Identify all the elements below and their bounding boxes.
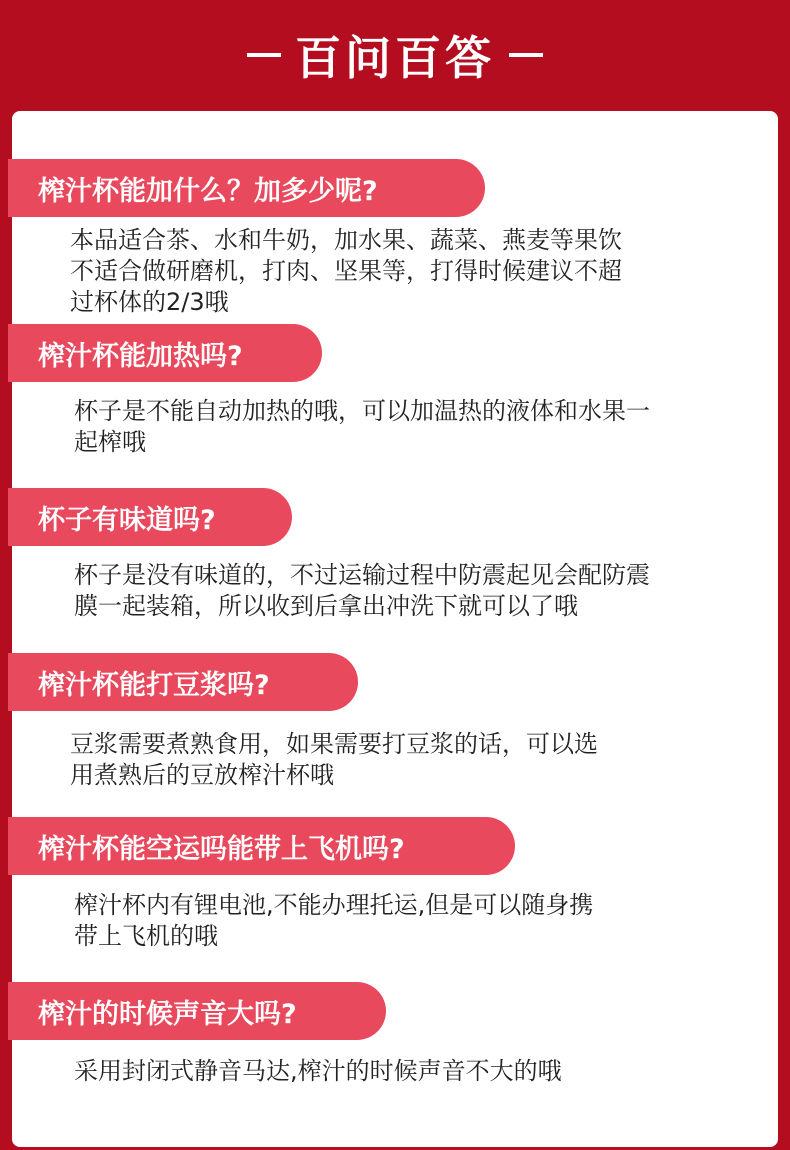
faq-question: 榨汁杯能加什么？加多少呢? [38, 175, 378, 207]
faq-question: 榨汁杯能加热吗? [38, 340, 243, 372]
faq-question-pill [8, 488, 292, 546]
faq-question-pill [8, 159, 485, 217]
faq-answer: 本品适合茶、水和牛奶，加水果、蔬菜、燕麦等果饮 不适合做研磨机，打肉、坚果等，打得时候建议不超 过杯体的2/3哦 [70, 226, 622, 316]
faq-answer: 采用封闭式静音马达,榨汁的时候声音不大的哦 [74, 1057, 562, 1085]
faq-question: 榨汁杯能打豆浆吗? [38, 669, 270, 701]
faq-question: 杯子有味道吗? [38, 504, 216, 536]
header-dash-left [247, 53, 281, 57]
header-dash-right [509, 53, 543, 57]
faq-question: 榨汁杯能空运吗能带上飞机吗? [38, 833, 405, 865]
faq-question-pill [8, 324, 322, 382]
faq-question-pill [8, 982, 386, 1040]
page-title: 百问百答 [295, 31, 495, 85]
faq-answer: 榨汁杯内有锂电池,不能办理托运,但是可以随身携 带上飞机的哦 [74, 891, 594, 950]
page-header [0, 0, 790, 110]
faq-question-pill [8, 653, 358, 711]
faq-answer: 豆浆需要煮熟食用，如果需要打豆浆的话，可以选 用煮熟后的豆放榨汁杯哦 [70, 730, 598, 789]
faq-answer: 杯子是没有味道的，不过运输过程中防震起见会配防震 膜一起装箱，所以收到后拿出冲洗下就可以了哦 [74, 561, 650, 620]
faq-answer: 杯子是不能自动加热的哦，可以加温热的液体和水果一 起榨哦 [74, 397, 650, 456]
faq-question-pill [8, 817, 515, 875]
faq-question: 榨汁的时候声音大吗? [38, 998, 297, 1030]
